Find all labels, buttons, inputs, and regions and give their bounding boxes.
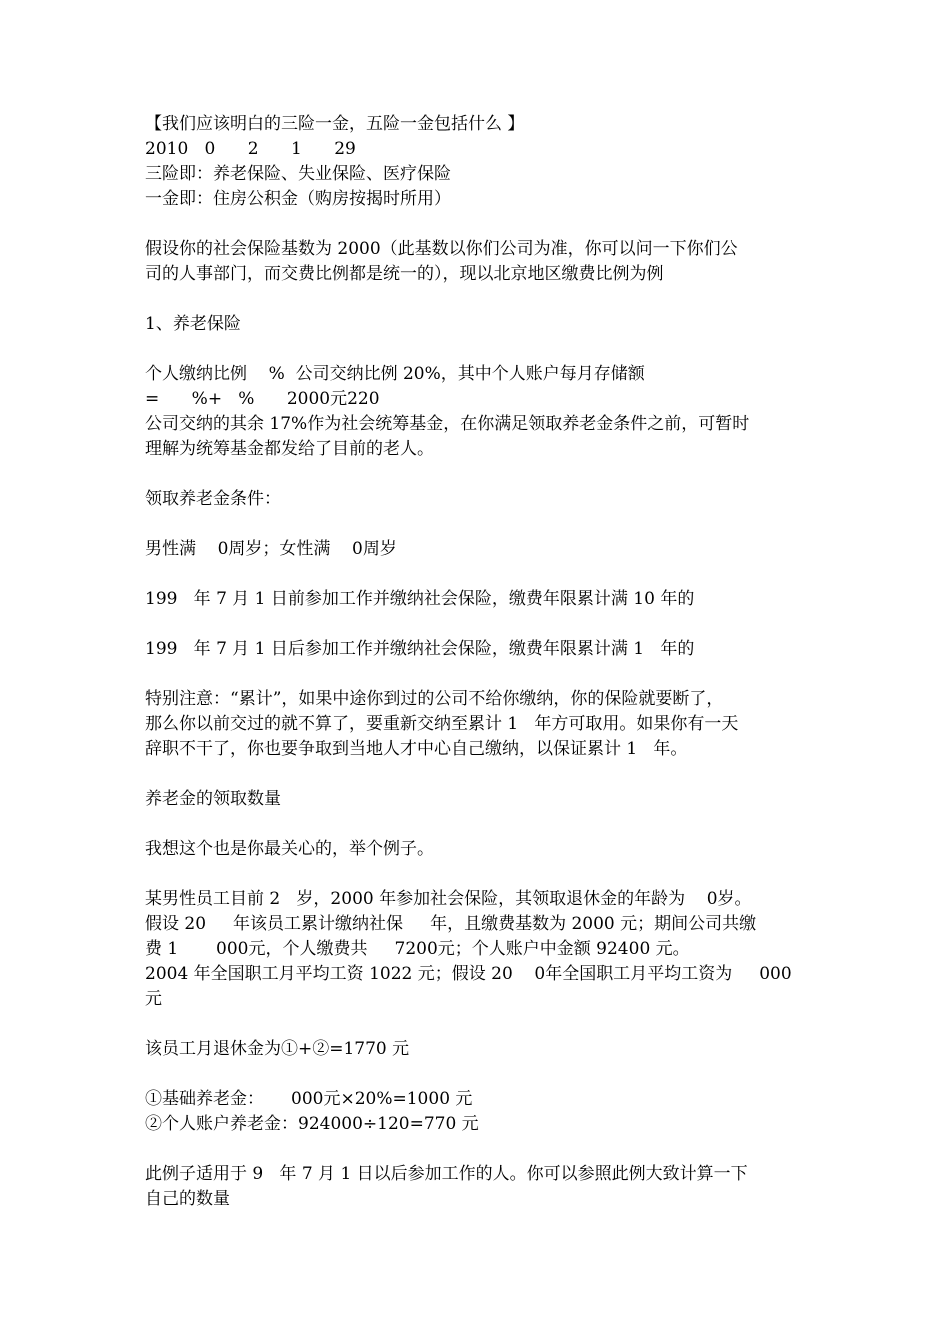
personal-account-pension-line: ②个人账户养老金：924000÷120=770 元 <box>145 1114 479 1134</box>
spacer <box>145 512 825 537</box>
spacer <box>145 287 825 312</box>
example-line-3: 费 1 000元，个人缴费共 7200元；个人账户中金额 92400 元。 <box>145 939 690 959</box>
spacer <box>145 762 825 787</box>
example-line-2: 假设 20 年该员工累计缴纳社保 年，且缴费基数为 2000 元；期间公司共缴 <box>145 914 757 934</box>
document-title: 【我们应该明白的三险一金，五险一金包括什么 】 <box>145 114 525 134</box>
applicability-line-1: 此例子适用于 9 年 7 月 1 日以后参加工作的人。你可以参照此例大致计算一下 <box>145 1164 748 1184</box>
spacer <box>145 862 825 887</box>
basic-pension-line: ①基础养老金： 000元×20%=1000 元 <box>145 1089 473 1109</box>
yijin-definition: 一金即：住房公积金（购房按揭时所用） <box>145 189 451 209</box>
condition-after-line: 199 年 7 月 1 日后参加工作并缴纳社会保险，缴费年限累计满 1 年的 <box>145 639 695 659</box>
special-note-line-1: 特别注意：“累计”，如果中途你到过的公司不给你缴纳，你的保险就要断了， <box>145 689 724 709</box>
spacer <box>145 812 825 837</box>
spacer <box>145 1062 825 1087</box>
section-heading-pension: 1、养老保险 <box>145 314 241 334</box>
spacer <box>145 212 825 237</box>
conditions-heading: 领取养老金条件： <box>145 489 281 509</box>
retirement-age-line: 男性满 0周岁；女性满 0周岁 <box>145 539 397 559</box>
monthly-pension-total: 该员工月退休金为①+②=1770 元 <box>145 1039 410 1059</box>
contribution-rate-line: 个人缴纳比例 % 公司交纳比例 20%，其中个人账户每月存储额 <box>145 364 645 384</box>
intro-paragraph-line-1: 假设你的社会保险基数为 2000（此基数以你们公司为准，你可以问一下你们公 <box>145 239 738 259</box>
example-line-1: 某男性员工目前 2 岁，2000 年参加社会保险，其领取退休金的年龄为 0岁。 <box>145 889 752 909</box>
special-note-line-3: 辞职不干了，你也要争取到当地人才中心自己缴纳，以保证累计 1 年。 <box>145 739 688 759</box>
spacer <box>145 612 825 637</box>
document-body <box>145 112 825 1212</box>
formula-line: = %+ % 2000元220 <box>145 389 380 409</box>
applicability-line-2: 自己的数量 <box>145 1189 230 1209</box>
spacer <box>145 1012 825 1037</box>
spacer <box>145 562 825 587</box>
sanxian-definition: 三险即：养老保险、失业保险、医疗保险 <box>145 164 451 184</box>
example-line-5: 元 <box>145 989 162 1009</box>
condition-before-line: 199 年 7 月 1 日前参加工作并缴纳社会保险，缴费年限累计满 10 年的 <box>145 589 695 609</box>
pool-fund-line-2: 理解为统筹基金都发给了目前的老人。 <box>145 439 434 459</box>
spacer <box>145 1137 825 1162</box>
date-line: 2010 0 2 1 29 <box>145 139 356 159</box>
example-line-4: 2004 年全国职工月平均工资 1022 元；假设 20 0年全国职工月平均工资为 000 <box>145 964 792 984</box>
spacer <box>145 662 825 687</box>
pool-fund-line-1: 公司交纳的其余 17%作为社会统筹基金，在你满足领取养老金条件之前，可暂时 <box>145 414 750 434</box>
spacer <box>145 462 825 487</box>
intro-paragraph-line-2: 司的人事部门，而交费比例都是统一的），现以北京地区缴费比例为例 <box>145 264 664 284</box>
spacer <box>145 337 825 362</box>
example-intro: 我想这个也是你最关心的，举个例子。 <box>145 839 434 859</box>
special-note-line-2: 那么你以前交过的就不算了，要重新交纳至累计 1 年方可取用。如果你有一天 <box>145 714 739 734</box>
amount-heading: 养老金的领取数量 <box>145 789 281 809</box>
